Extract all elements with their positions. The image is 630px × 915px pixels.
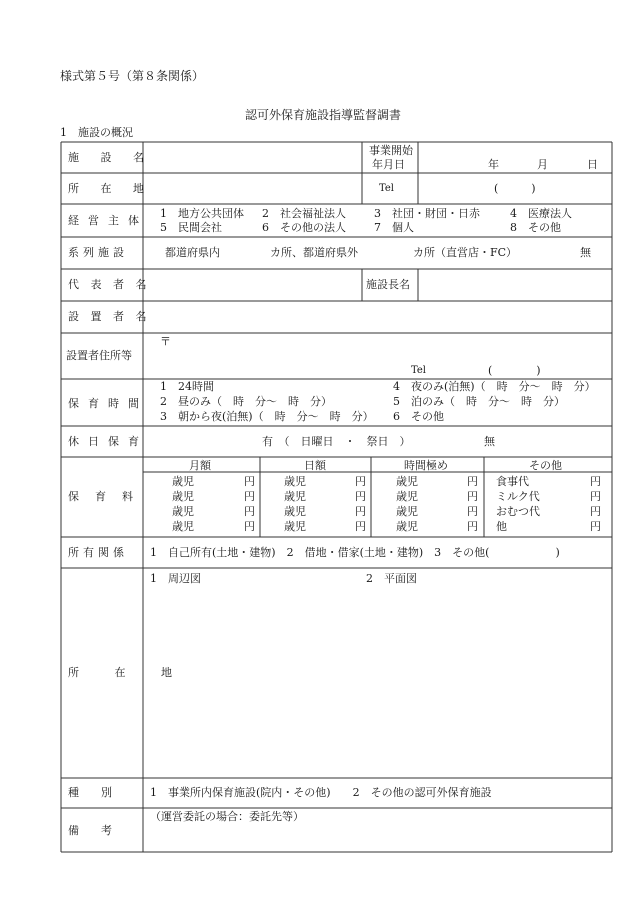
fees-hourly-yen-3: 円	[467, 505, 478, 518]
operator-option-1[interactable]: 1 地方公共団体	[160, 207, 244, 220]
fees-daily-yen-1: 円	[355, 475, 366, 488]
location-map-label: 所 在 地	[68, 666, 188, 679]
fees-hourly-yen-2: 円	[467, 490, 478, 503]
fees-header-other: その他	[529, 459, 562, 472]
start-day-unit: 日	[587, 158, 598, 171]
holiday-care-label: 休日保育	[68, 435, 148, 448]
operator-option-3[interactable]: 3 社団・財団・日赤	[374, 207, 480, 220]
remarks-note: （運営委託の場合：委託先等）	[150, 810, 304, 823]
fees-monthly-yen-4: 円	[244, 520, 255, 533]
care-hours-option-6[interactable]: 6 その他	[393, 410, 444, 423]
document-title: 認可外保育施設指導監督調書	[245, 108, 402, 122]
fees-daily-yen-4: 円	[355, 520, 366, 533]
fees-daily-yen-2: 円	[355, 490, 366, 503]
start-month-unit: 月	[537, 158, 548, 171]
operator-option-2[interactable]: 2 社会福祉法人	[262, 207, 346, 220]
care-hours-option-2[interactable]: 2 昼のみ（ 時 分～ 時 分）	[160, 395, 332, 408]
fees-hourly-yen-4: 円	[467, 520, 478, 533]
facility-name-label: 施 設 名	[68, 151, 153, 164]
facility-name-field[interactable]	[144, 143, 361, 172]
fees-monthly-age-3: 歳児	[172, 505, 194, 518]
floor-plan-label: 2 平面図	[366, 572, 417, 585]
holiday-care-yes[interactable]: 有 （ 日曜日 ・ 祭日 ）	[262, 435, 411, 448]
fees-other-diaper: おむつ代	[496, 505, 540, 518]
representative-label: 代 表 者 名	[68, 278, 151, 291]
fees-daily-age-4: 歳児	[284, 520, 306, 533]
location-tel-label: Tel	[379, 183, 395, 194]
founder-address-label: 設置者住所等	[66, 349, 132, 362]
holiday-care-no[interactable]: 無	[484, 435, 495, 448]
affiliated-out-prefecture: カ所、都道府県外	[270, 246, 358, 259]
remarks-label: 備 考	[68, 824, 112, 837]
surrounding-map-label: 1 周辺図	[150, 572, 201, 585]
fees-monthly-age-4: 歳児	[172, 520, 194, 533]
fees-monthly-age-2: 歳児	[172, 490, 194, 503]
fees-other-misc: 他	[496, 520, 507, 533]
care-hours-label: 保育時間	[68, 397, 148, 410]
start-date-label-2: 年月日	[372, 158, 405, 171]
founder-field[interactable]	[144, 302, 611, 332]
operator-option-5[interactable]: 5 民間会社	[160, 221, 222, 234]
care-hours-option-1[interactable]: 1 24時間	[160, 380, 214, 393]
fees-other-yen-4: 円	[590, 520, 601, 533]
founder-tel-paren: ( )	[488, 364, 541, 377]
start-date-label-1: 事業開始	[369, 144, 413, 157]
start-year-unit: 年	[488, 158, 499, 171]
fees-other-meal: 食事代	[496, 475, 529, 488]
fees-header-hourly: 時間極め	[404, 459, 448, 472]
type-label: 種 別	[68, 786, 112, 799]
founder-tel-label: Tel	[411, 365, 427, 376]
fees-other-yen-1: 円	[590, 475, 601, 488]
fees-other-milk: ミルク代	[496, 490, 540, 503]
care-hours-option-5[interactable]: 5 泊のみ（ 時 分～ 時 分）	[393, 395, 565, 408]
fees-label: 保育料	[68, 490, 149, 503]
fees-hourly-age-4: 歳児	[396, 520, 418, 533]
fees-daily-age-3: 歳児	[284, 505, 306, 518]
care-hours-option-3[interactable]: 3 朝から夜(泊無)（ 時 分～ 時 分）	[160, 410, 374, 423]
operator-label: 経営主体	[68, 214, 148, 227]
operator-option-7[interactable]: 7 個人	[374, 221, 414, 234]
affiliated-label: 系列施設	[68, 246, 128, 259]
form-number: 様式第５号（第８条関係）	[60, 69, 205, 83]
fees-hourly-age-3: 歳児	[396, 505, 418, 518]
fees-monthly-yen-3: 円	[244, 505, 255, 518]
affiliated-direct: カ所（直営店・FC）	[413, 246, 518, 259]
care-hours-option-4[interactable]: 4 夜のみ(泊無)（ 時 分～ 時 分）	[393, 380, 596, 393]
fees-other-yen-3: 円	[590, 505, 601, 518]
fees-hourly-yen-1: 円	[467, 475, 478, 488]
fees-monthly-yen-1: 円	[244, 475, 255, 488]
fees-header-monthly: 月額	[189, 459, 211, 472]
representative-field[interactable]	[144, 270, 361, 300]
ownership-options[interactable]: 1 自己所有(土地・建物) 2 借地・借家(土地・建物) 3 その他( )	[150, 546, 560, 559]
fees-hourly-age-2: 歳児	[396, 490, 418, 503]
director-field[interactable]	[419, 270, 611, 300]
section-heading: 1 施設の概況	[60, 126, 133, 139]
location-tel-paren: ( )	[494, 182, 536, 195]
fees-header-daily: 日額	[304, 459, 326, 472]
fees-daily-age-1: 歳児	[284, 475, 306, 488]
fees-other-yen-2: 円	[590, 490, 601, 503]
director-label: 施設長名	[366, 278, 410, 291]
postal-mark: 〒	[160, 335, 171, 348]
operator-option-6[interactable]: 6 その他の法人	[262, 221, 346, 234]
affiliated-in-prefecture: 都道府県内	[165, 246, 220, 259]
fees-daily-age-2: 歳児	[284, 490, 306, 503]
location-label: 所 在 地	[68, 182, 153, 195]
fees-hourly-age-1: 歳児	[396, 475, 418, 488]
fees-monthly-age-1: 歳児	[172, 475, 194, 488]
operator-option-4[interactable]: 4 医療法人	[510, 207, 572, 220]
fees-monthly-yen-2: 円	[244, 490, 255, 503]
affiliated-none[interactable]: 無	[580, 246, 591, 259]
type-options[interactable]: 1 事業所内保育施設(院内・その他) 2 その他の認可外保育施設	[150, 786, 492, 799]
founder-label: 設 置 者 名	[68, 310, 151, 323]
ownership-label: 所有関係	[68, 546, 128, 559]
operator-option-8[interactable]: 8 その他	[510, 221, 561, 234]
fees-daily-yen-3: 円	[355, 505, 366, 518]
location-field[interactable]	[144, 174, 361, 203]
